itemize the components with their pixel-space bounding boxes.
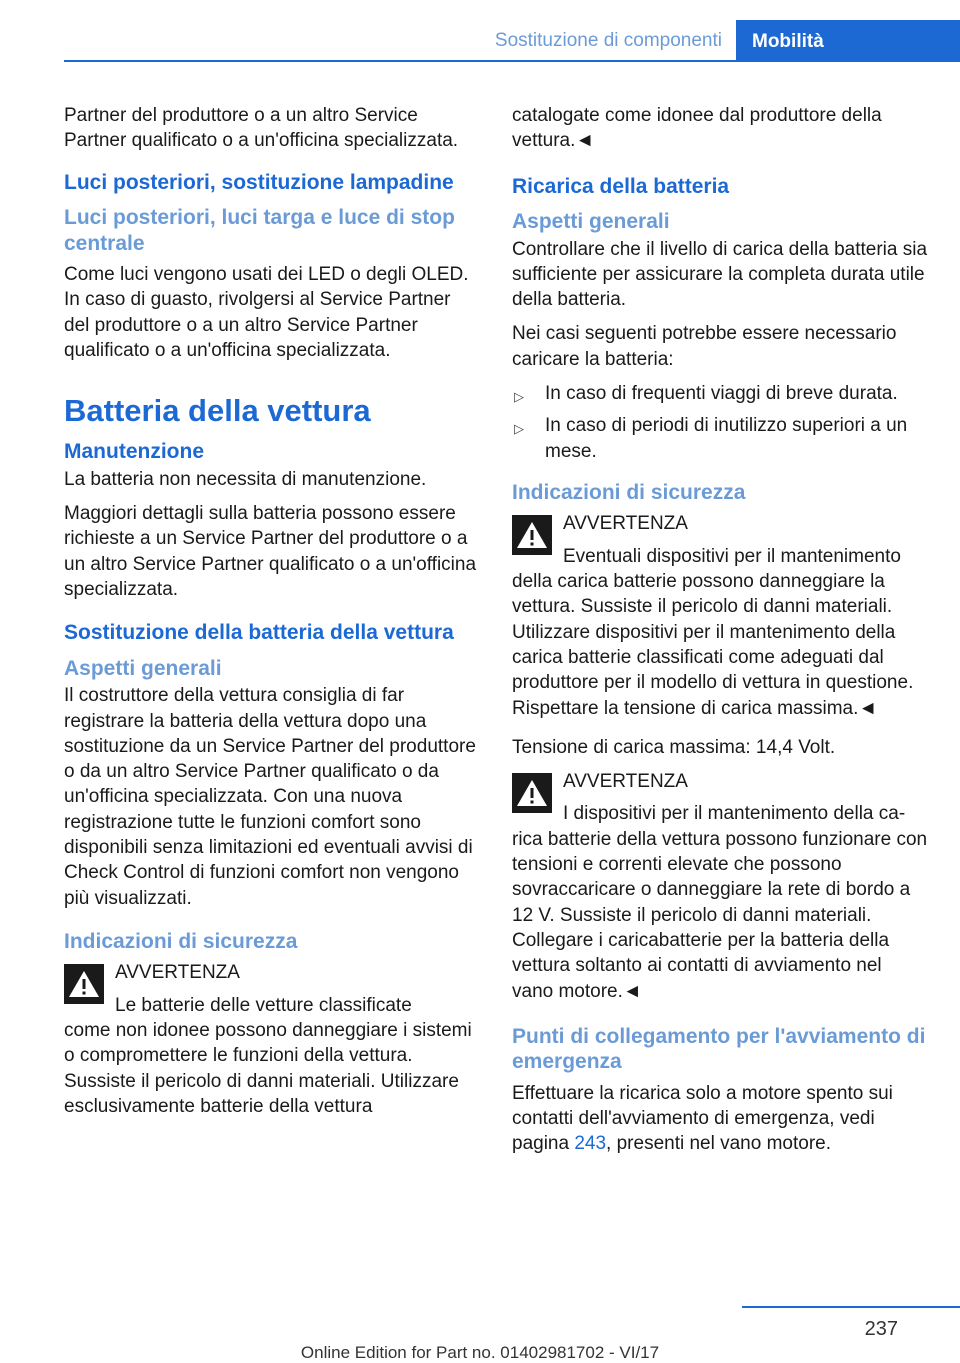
- intro-paragraph: Partner del produttore o a un altro Service Partner qualificato o a un'officina specializzata.: [64, 105, 459, 152]
- warning-triangle-icon: [512, 515, 552, 555]
- header-section-title: Sostituzione di componenti: [494, 30, 722, 51]
- left-column: [64, 103, 480, 1128]
- bullet-triangle-icon: ▷: [514, 421, 524, 437]
- heading-sostituzione-batteria: Sostituzione della batteria della vettura: [64, 621, 454, 645]
- list-item: ▷ In caso di periodi di inutilizzo superiori a un mese.: [514, 415, 908, 462]
- aspetti-paragraph: Il costruttore della vettura consiglia di far registrare la batteria della vettura dopo una sostituzione da un Service Partner del produttore o da un altro Service Partner qualificato o da un'officina specializzata. Con una nuova registrazione tutte le funzioni comfort sono disponibili senza limitazioni ed eventuali avvisi di Check Control di funzioni comfort non vengono più visualizzati.: [64, 685, 476, 909]
- warning-block-2: [512, 769, 928, 1004]
- warning-triangle-icon: [64, 964, 104, 1004]
- punti-paragraph: Effettuare la ricarica solo a motore spento sui contatti dell'avviamento di emergenza, vedi pagina 243, presenti nel vano motore.: [512, 1082, 893, 1155]
- manutenzione-paragraph-1: La batteria non necessita di manutenzione.: [64, 468, 427, 490]
- warning-title: AVVERTENZA: [115, 962, 240, 984]
- warning-triangle-icon: [512, 773, 552, 813]
- bullet-triangle-icon: ▷: [514, 389, 524, 405]
- heading-ricarica-batteria: Ricarica della batteria: [512, 174, 730, 198]
- tensione-paragraph: Tensione di carica massima: 14,4 Volt.: [512, 736, 836, 758]
- heading-batteria-vettura: Batteria della vettura: [64, 393, 371, 429]
- warning-first-line: Le batterie delle vetture classificate: [115, 994, 412, 1016]
- ricarica-paragraph-1: Controllare che il livello di carica della batteria sia sufficiente per assicurare la completa durata utile della batteria.: [512, 238, 928, 311]
- header-chapter-tab: Mobilità: [736, 20, 960, 62]
- warning-title: AVVERTENZA: [563, 513, 688, 535]
- edition-footer: Online Edition for Part no. 01402981702 - VI/17: [300, 1343, 660, 1362]
- luci-paragraph: Come luci vengono usati dei LED o degli OLED. In caso di guasto, rivolgersi al Service Partner del produttore o a un altro Service Partner qualificato o a un'officina specializzata.: [64, 264, 469, 361]
- warning-block: [64, 960, 480, 1119]
- subheading-indicazioni-sicurezza-ricarica: Indicazioni di sicurezza: [512, 480, 746, 504]
- ricarica-bullet-list: [512, 381, 928, 464]
- warning-text: come non idonee possono danneggiare i sistemi o compromettere le funzioni della vettura. Sussiste il pericolo di danni materiali. Utilizzare esclusivamente batterie della vettura: [64, 1020, 472, 1117]
- warning-first-line: I dispositivi per il mantenimento della ca-: [563, 803, 906, 825]
- page-number: 237: [864, 1318, 898, 1340]
- subheading-punti-collegamento: Punti di collegamento per l'avviamento di emergenza: [512, 1024, 926, 1074]
- subheading-aspetti-generali-ricarica: Aspetti generali: [512, 210, 670, 234]
- heading-luci-posteriori: Luci posteriori, sostituzione lampadine: [64, 170, 454, 194]
- page-reference-link[interactable]: 243: [574, 1133, 607, 1155]
- manutenzione-paragraph-2: Maggiori dettagli sulla batteria possono essere richieste a un Service Partner del produttore o a un altro Service Partner qualificato o a un'officina specializzata.: [64, 503, 477, 600]
- ricarica-paragraph-2: Nei casi seguenti potrebbe essere necessario caricare la batteria:: [512, 323, 897, 370]
- subheading-indicazioni-sicurezza: Indicazioni di sicurezza: [64, 929, 298, 953]
- warning-title: AVVERTENZA: [563, 771, 688, 793]
- subheading-luci-targa: Luci posteriori, luci targa e luce di stop centrale: [64, 206, 455, 255]
- list-item: ▷ In caso di frequenti viaggi di breve durata.: [512, 381, 928, 406]
- warning-block-1: [512, 511, 928, 720]
- continued-paragraph: catalogate come idonee dal produttore della vettura.◄: [512, 105, 882, 152]
- footer-rule: [742, 1306, 960, 1308]
- right-column: [512, 103, 928, 1166]
- warning-first-line: Eventuali dispositivi per il mantenimento: [563, 545, 901, 567]
- subheading-aspetti-generali: Aspetti generali: [64, 656, 222, 680]
- heading-manutenzione: Manutenzione: [64, 440, 204, 464]
- warning-text: della carica batterie possono danneggiare la vettura. Sussiste il pericolo di danni materiali. Utilizzare dispositivi per il mantenimento della carica batterie classificati come adeguati dal produttore per il modello di vettura in questione. Rispettare la tensione di carica massima.◄: [512, 571, 914, 719]
- warning-text: rica batterie della vettura possono funzionare con tensioni e correnti elevate che possono sovraccaricare o danneggiare la rete di bordo a 12 V. Sussiste il pericolo di danni materiali. Collegare i caricabatterie per la batteria della vettura soltanto ai contatti di avviamento nel vano motore.◄: [512, 828, 928, 1002]
